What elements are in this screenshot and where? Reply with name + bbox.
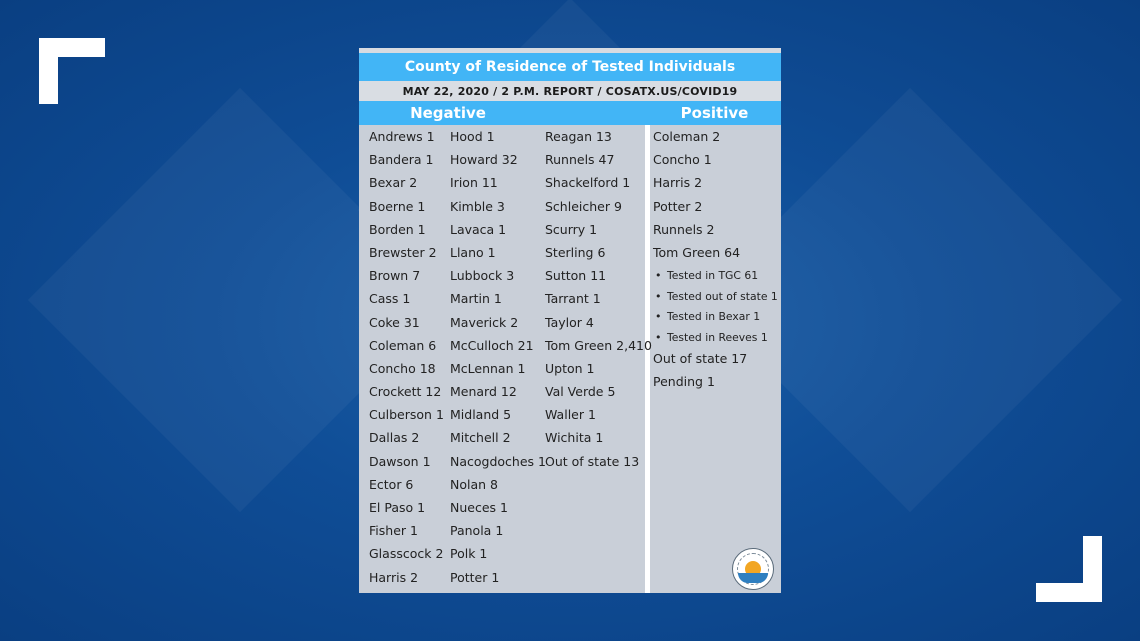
list-item: Harris 2 (369, 569, 419, 585)
list-item: Polk 1 (450, 546, 488, 562)
list-item: Midland 5 (450, 407, 512, 423)
negative-column-3 (545, 128, 652, 476)
list-item: Runnels 2 (653, 221, 715, 237)
list-item: Waller 1 (545, 407, 596, 423)
list-item: Kimble 3 (450, 198, 505, 214)
list-item: Cass 1 (369, 291, 411, 307)
list-item: Brown 7 (369, 268, 421, 284)
sub-list-item: • Tested in TGC 61 (653, 267, 778, 288)
list-item: Concho 18 (369, 360, 436, 376)
list-item: Bexar 2 (369, 175, 418, 191)
list-item: Shackelford 1 (545, 175, 631, 191)
list-item: Dallas 2 (369, 430, 420, 446)
list-item: Sterling 6 (545, 244, 606, 260)
list-item: Nacogdoches 1 (450, 453, 546, 469)
list-item: Glasscock 2 (369, 546, 444, 562)
positive-header: Positive (648, 101, 781, 125)
list-item: Bandera 1 (369, 152, 434, 168)
report-subtitle: MAY 22, 2020 / 2 P.M. REPORT / COSATX.US/COVID19 (359, 81, 781, 101)
list-item: Andrews 1 (369, 129, 435, 144)
report-title: County of Residence of Tested Individuals (359, 53, 781, 81)
list-item: Crockett 12 (369, 384, 442, 400)
list-item: Pending 1 (653, 373, 715, 389)
list-item: Lavaca 1 (450, 221, 507, 237)
list-item: Nolan 8 (450, 476, 498, 492)
list-item: Tarrant 1 (545, 291, 601, 307)
list-item: McCulloch 21 (450, 337, 534, 353)
corner-bracket-bottom-right (1036, 536, 1102, 602)
report-card (359, 48, 781, 593)
list-item: Martin 1 (450, 291, 502, 307)
negative-header: Negative (359, 101, 537, 125)
list-item: Sutton 11 (545, 268, 607, 284)
list-item: Wichita 1 (545, 430, 604, 446)
list-item: Tom Green 2,410 (545, 337, 652, 353)
list-item: Brewster 2 (369, 244, 437, 260)
negative-column-1 (369, 128, 444, 592)
list-item: Potter 2 (653, 198, 703, 214)
list-item: Irion 11 (450, 175, 498, 191)
list-item: Schleicher 9 (545, 198, 622, 214)
list-item: Llano 1 (450, 244, 496, 260)
list-item: Potter 1 (450, 569, 500, 585)
list-item: Upton 1 (545, 360, 595, 376)
list-item: Menard 12 (450, 384, 517, 400)
list-item: Harris 2 (653, 175, 703, 191)
list-item: Lubbock 3 (450, 268, 515, 284)
seal-water (738, 573, 768, 583)
list-item: Coleman 6 (369, 337, 437, 353)
list-item: Reagan 13 (545, 129, 612, 144)
list-item: Taylor 4 (545, 314, 594, 330)
list-item: Nueces 1 (450, 500, 508, 515)
list-item: Coke 31 (369, 314, 420, 330)
negative-header-extension (537, 101, 645, 125)
list-item: Concho 1 (653, 152, 712, 168)
list-item: McLennan 1 (450, 360, 526, 376)
list-item: Howard 32 (450, 152, 518, 168)
list-item: Dawson 1 (369, 453, 431, 469)
list-item: Maverick 2 (450, 314, 519, 330)
list-item: Hood 1 (450, 129, 495, 144)
list-item: Borden 1 (369, 221, 426, 237)
list-item: Out of state 13 (545, 453, 640, 469)
list-item: Culberson 1 (369, 407, 444, 423)
list-item: Fisher 1 (369, 523, 418, 539)
sub-list-item: • Tested out of state 1 (653, 288, 778, 309)
sub-list-item: • Tested in Reeves 1 (653, 329, 778, 350)
list-item: Out of state 17 (653, 350, 748, 366)
list-item: Runnels 47 (545, 152, 615, 168)
negative-column-2 (450, 128, 546, 592)
list-item: Ector 6 (369, 476, 414, 492)
positive-column (653, 128, 778, 396)
list-item: Boerne 1 (369, 198, 426, 214)
sub-list-item: • Tested in Bexar 1 (653, 308, 778, 329)
list-item: Panola 1 (450, 523, 504, 539)
list-item: Val Verde 5 (545, 384, 616, 400)
list-item: Coleman 2 (653, 129, 721, 144)
corner-bracket-top-left (39, 38, 105, 104)
list-item: Scurry 1 (545, 221, 598, 237)
city-seal-icon (732, 548, 774, 590)
list-item: El Paso 1 (369, 500, 426, 515)
list-item: Mitchell 2 (450, 430, 511, 446)
list-item: Tom Green 64 (653, 244, 741, 260)
